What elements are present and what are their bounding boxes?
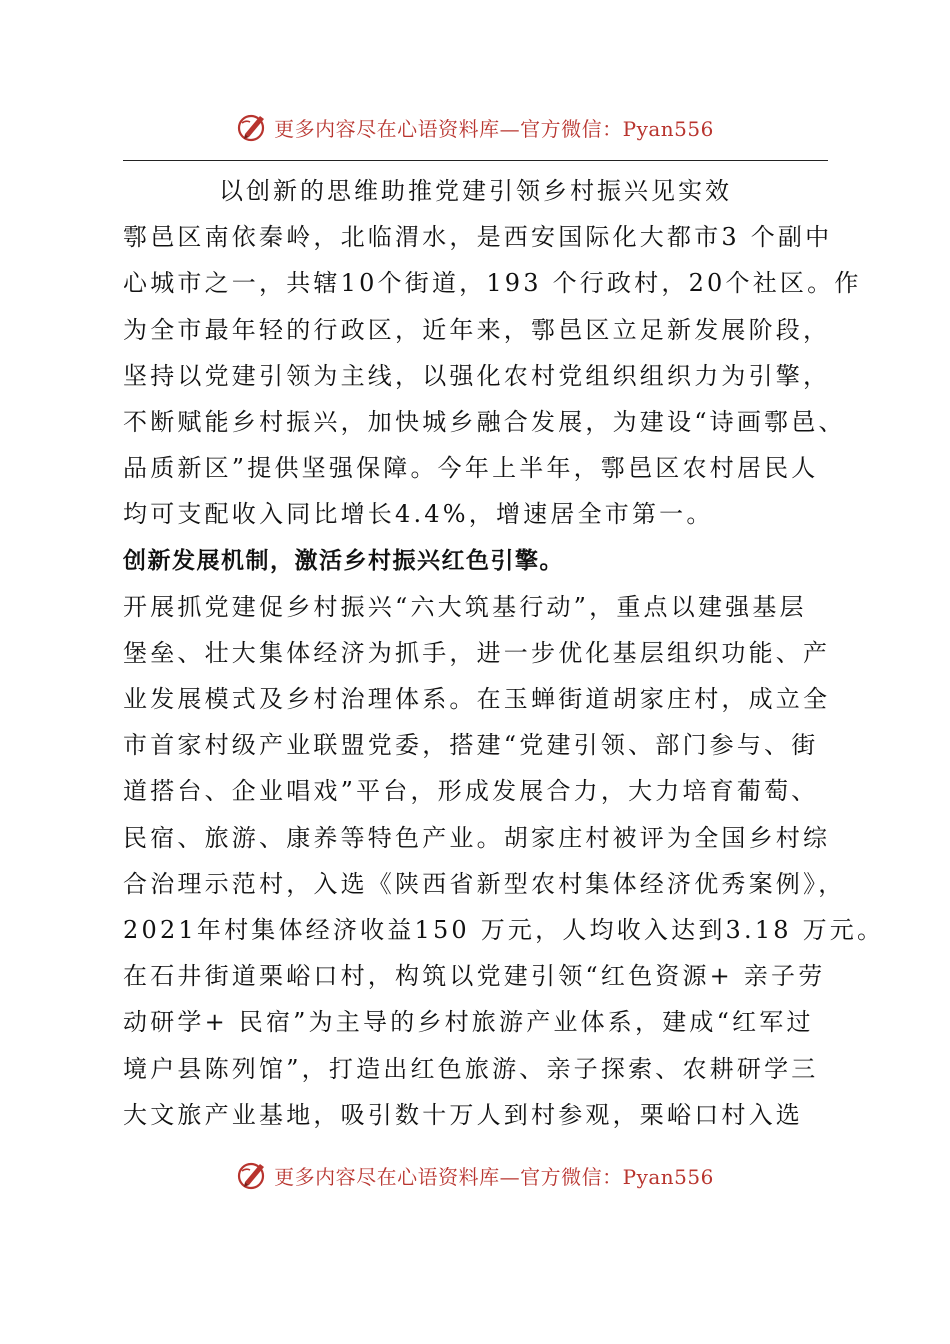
text-line: 业发展模式及乡村治理体系。在玉蝉街道胡家庄村，成立全 [123,685,831,714]
banner-text: 更多内容尽在心语资料库—官方微信： [274,116,623,141]
text-line: 合治理示范村，入选《陕西省新型农村集体经济优秀案例》， [123,869,846,898]
banner-text: 更多内容尽在心语资料库—官方微信： [274,1164,623,1189]
text-line: 大文旅产业基地，吸引数十万人到村参观，栗峪口村入选 [123,1100,803,1129]
text-line: 为全市最年轻的行政区，近年来，鄠邑区立足新发展阶段， [123,315,831,344]
wechat-id: Pyan556 [622,116,714,141]
text-line: 均可支配收入同比增长4.4%，增速居全市第一。 [123,500,714,529]
header-banner [0,107,950,147]
pen-logo-icon [236,110,270,144]
pen-logo-icon [236,1158,270,1192]
text-line: 品质新区”提供坚强保障。今年上半年，鄠邑区农村居民人 [123,454,819,483]
text-line: 境户县陈列馆”，打造出红色旅游、亲子探索、农耕研学三 [123,1054,819,1083]
header-rule [123,160,828,161]
wechat-id: Pyan556 [622,1164,714,1189]
text-line: 2021年村集体经济收益150 万元，人均收入达到3.18 万元。 [123,916,885,944]
document-body [123,168,885,1138]
text-line: 在石井街道栗峪口村，构筑以党建引领“红色资源+ 亲子劳 [123,962,826,991]
document-title: 以创新的思维助推党建引领乡村振兴见实效 [219,177,732,205]
text-line: 动研学+ 民宿”为主导的乡村旅游产业体系，建成“红军过 [123,1008,814,1037]
text-line: 民宿、旅游、康养等特色产业。胡家庄村被评为全国乡村综 [123,823,831,852]
text-line: 不断赋能乡村振兴，加快城乡融合发展，为建设“诗画鄠邑、 [123,407,846,436]
text-line: 坚持以党建引领为主线，以强化农村党组织组织力为引擎， [123,361,831,390]
text-line: 道搭台、企业唱戏”平台，形成发展合力，大力培育葡萄、 [123,777,819,806]
text-line: 堡垒、壮大集体经济为抓手，进一步优化基层组织功能、产 [123,638,831,667]
text-line: 心城市之一，共辖10个街道，193 个行政村，20个社区。作 [123,269,862,298]
text-line: 市首家村级产业联盟党委，搭建“党建引领、部门参与、街 [123,731,819,760]
text-line: 开展抓党建促乡村振兴“六大筑基行动”，重点以建强基层 [123,592,807,621]
footer-banner [0,1155,950,1195]
text-line: 鄠邑区南依秦岭，北临渭水，是西安国际化大都市3 个副中 [123,223,833,252]
section-heading: 创新发展机制，激活乡村振兴红色引擎。 [123,547,564,574]
